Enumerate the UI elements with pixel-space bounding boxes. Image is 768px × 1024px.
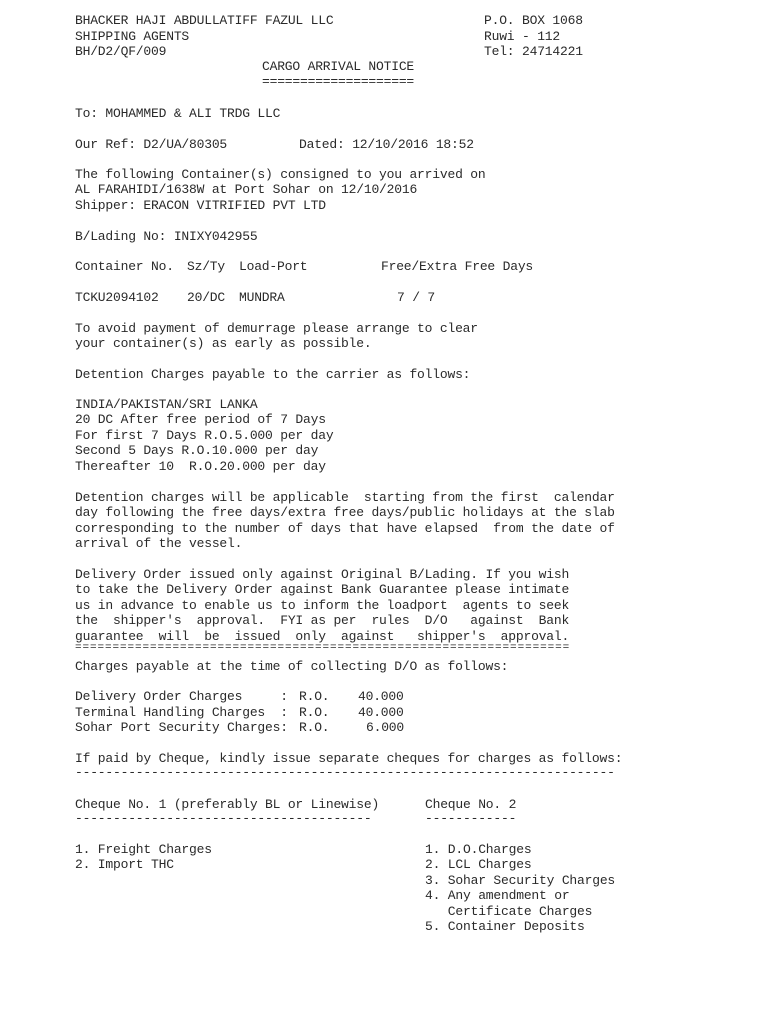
- do-charge-currency: R.O.: [299, 689, 330, 704]
- table-header-free-days: Free/Extra Free Days: [381, 259, 534, 274]
- detention-rate-line: For first 7 Days R.O.5.000 per day: [75, 427, 334, 443]
- list-item: 2. Import THC: [75, 857, 174, 873]
- table-cell-free-days: 7 / 7: [397, 290, 436, 305]
- cheque-2-items: [425, 842, 615, 934]
- do-charge-label: Sohar Port Security Charges:: [75, 720, 288, 735]
- delivery-note-line: the shipper's approval. FYI as per rules D/O against Bank: [75, 613, 570, 629]
- addressee: To: MOHAMMED & ALI TRDG LLC: [75, 106, 281, 121]
- cheque-2-title: Cheque No. 2: [425, 797, 517, 812]
- detention-rate-line: INDIA/PAKISTAN/SRI LANKA: [75, 397, 258, 412]
- arrival-vessel-line: AL FARAHIDI/1638W at Port Sohar on 12/10/2016: [75, 182, 418, 198]
- document-title-underline: ====================: [262, 74, 415, 89]
- detention-rate-line: Second 5 Days R.O.10.000 per day: [75, 443, 319, 459]
- bill-of-lading-number: B/Lading No: INIXY042955: [75, 229, 258, 244]
- detention-rate-line: Thereafter 10 R.O.20.000 per day: [75, 458, 326, 474]
- list-item: 1. D.O.Charges: [425, 842, 532, 857]
- delivery-order-note: [75, 567, 569, 644]
- telephone: Tel: 24714221: [484, 44, 583, 59]
- do-charges-intro: Charges payable at the time of collecting D/O as follows:: [75, 659, 509, 674]
- list-item: 2. LCL Charges: [425, 857, 532, 873]
- do-charge-amount: 6.000: [366, 720, 405, 735]
- demurrage-note: [75, 321, 478, 352]
- form-code: BH/D2/QF/009: [75, 44, 167, 59]
- table-header-load-port: Load-Port: [239, 259, 308, 274]
- list-item: 4. Any amendment or: [425, 888, 570, 904]
- company-division: SHIPPING AGENTS: [75, 29, 190, 44]
- document-title: CARGO ARRIVAL NOTICE: [262, 59, 415, 74]
- cheque-1-underline: ---------------------------------------: [75, 811, 372, 826]
- table-header-size-type: Sz/Ty: [187, 259, 226, 274]
- do-charge-currency: R.O.: [299, 705, 330, 720]
- arrival-info: [75, 167, 485, 213]
- reference-date: Dated: 12/10/2016 18:52: [299, 137, 474, 152]
- dash-separator: -----------------------------------------------------------------------: [75, 765, 615, 780]
- detention-rate-line: 20 DC After free period of 7 Days: [75, 412, 326, 428]
- list-item: Certificate Charges: [425, 903, 593, 919]
- cheque-intro: If paid by Cheque, kindly issue separate cheques for charges as follows:: [75, 751, 623, 766]
- detention-note-line: arrival of the vessel.: [75, 536, 243, 552]
- detention-note-line: day following the free days/extra free days/public holidays at the slab: [75, 505, 615, 521]
- double-separator: ==================================================================: [75, 642, 571, 654]
- do-charge-label: Delivery Order Charges :: [75, 689, 288, 704]
- list-item: 3. Sohar Security Charges: [425, 872, 616, 888]
- detention-note-line: corresponding to the number of days that have elapsed from the date of: [75, 520, 615, 536]
- delivery-note-line: Delivery Order issued only against Original B/Lading. If you wish: [75, 567, 570, 582]
- company-name: BHACKER HAJI ABDULLATIFF FAZUL LLC: [75, 13, 334, 28]
- table-header-container-no: Container No.: [75, 259, 174, 274]
- demurrage-line: To avoid payment of demurrage please arrange to clear: [75, 321, 478, 336]
- detention-note-line: Detention charges will be applicable starting from the first calendar: [75, 490, 615, 505]
- cheque-1-items: [75, 842, 212, 873]
- shipper: Shipper: ERACON VITRIFIED PVT LTD: [75, 197, 326, 213]
- detention-note: [75, 490, 615, 552]
- po-box: P.O. BOX 1068: [484, 13, 583, 28]
- cheque-1-title: Cheque No. 1 (preferably BL or Linewise): [75, 797, 380, 812]
- delivery-note-line: to take the Delivery Order against Bank Guarantee please intimate: [75, 582, 570, 598]
- list-item: 1. Freight Charges: [75, 842, 212, 857]
- delivery-note-line: guarantee will be issued only against shipper's approval.: [75, 628, 570, 644]
- table-cell-container-no: TCKU2094102: [75, 290, 159, 305]
- our-reference: Our Ref: D2/UA/80305: [75, 137, 228, 152]
- list-item: 5. Container Deposits: [425, 919, 585, 935]
- do-charge-label: Terminal Handling Charges :: [75, 705, 288, 720]
- city: Ruwi - 112: [484, 29, 561, 44]
- do-charge-amount: 40.000: [358, 705, 404, 720]
- do-charge-amount: 40.000: [358, 689, 404, 704]
- detention-rates: [75, 397, 333, 474]
- detention-intro: Detention Charges payable to the carrier as follows:: [75, 367, 471, 382]
- demurrage-line: your container(s) as early as possible.: [75, 336, 372, 352]
- table-cell-size-type: 20/DC: [187, 290, 226, 305]
- arrival-line: The following Container(s) consigned to you arrived on: [75, 167, 486, 182]
- cheque-2-underline: ------------: [425, 811, 517, 826]
- delivery-note-line: us in advance to enable us to inform the loadport agents to seek: [75, 597, 570, 613]
- do-charge-currency: R.O.: [299, 720, 330, 735]
- table-cell-load-port: MUNDRA: [239, 290, 285, 305]
